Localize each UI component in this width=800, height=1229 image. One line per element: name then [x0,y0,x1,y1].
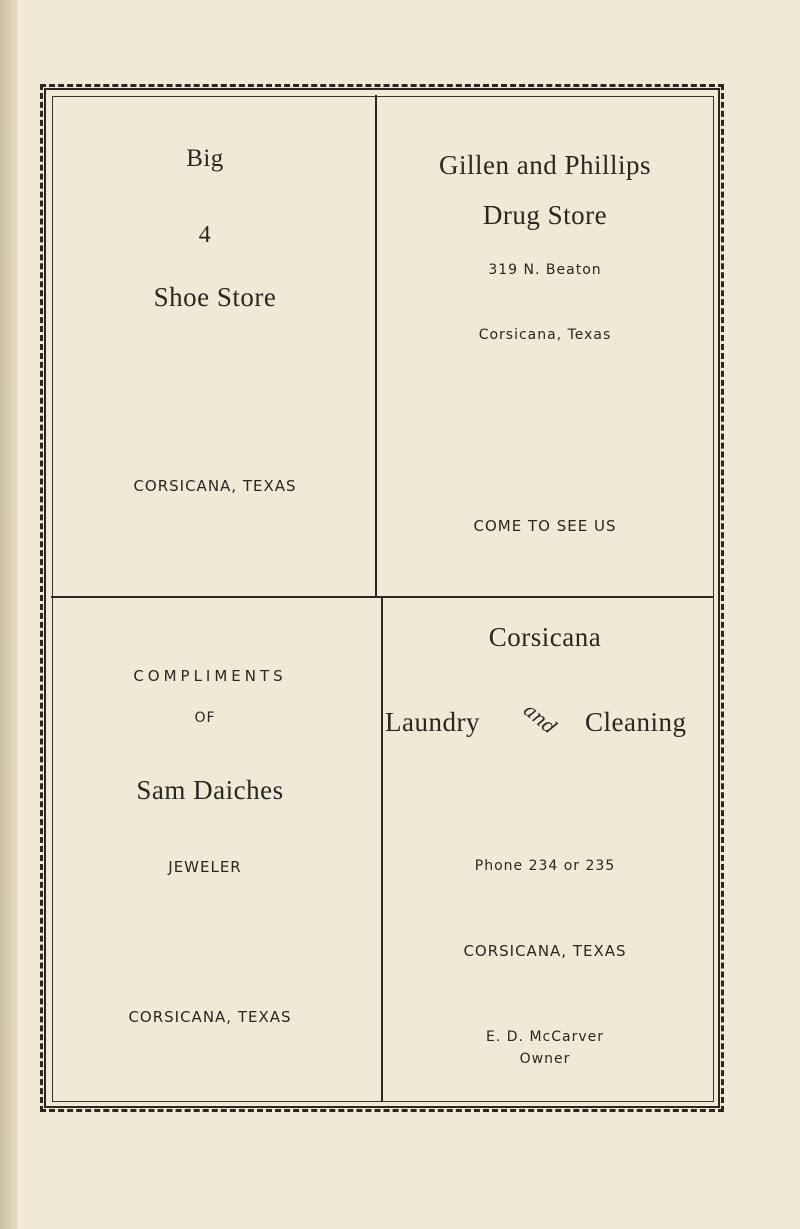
page-edge-shadow [0,0,18,1229]
big4-line1: Big [186,145,224,172]
daiches-location: CORSICANA, TEXAS [128,1008,292,1026]
daiches-compliments: COMPLIMENTS [133,667,287,685]
laundry-word2: Cleaning [585,707,687,737]
gillen-line2: Drug Store [482,200,608,230]
gillen-address: 319 N. Beaton [488,262,602,278]
gillen-line1: Gillen and Phillips [439,150,651,180]
big4-location: CORSICANA, TEXAS [133,477,297,495]
daiches-name: Sam Daiches [136,775,284,805]
gillen-city: Corsicana, Texas [478,327,612,343]
vertical-divider-top [375,95,377,598]
laundry-location: CORSICANA, TEXAS [463,942,627,960]
gillen-slogan: COME TO SEE US [473,517,617,535]
big4-line3: Shoe Store [153,282,277,312]
laundry-word1: Laundry [385,707,480,737]
laundry-and: and [519,699,561,739]
daiches-of: OF [194,710,216,726]
laundry-phone: Phone 234 or 235 [474,858,616,874]
laundry-owner-name: E. D. McCarver [486,1029,604,1045]
laundry-owner-title: Owner [519,1051,571,1067]
horizontal-divider [51,596,713,598]
big4-line2: 4 [198,222,212,248]
laundry-line1: Corsicana [488,622,602,652]
vertical-divider-bottom [381,597,383,1102]
daiches-trade: JEWELER [168,858,242,876]
